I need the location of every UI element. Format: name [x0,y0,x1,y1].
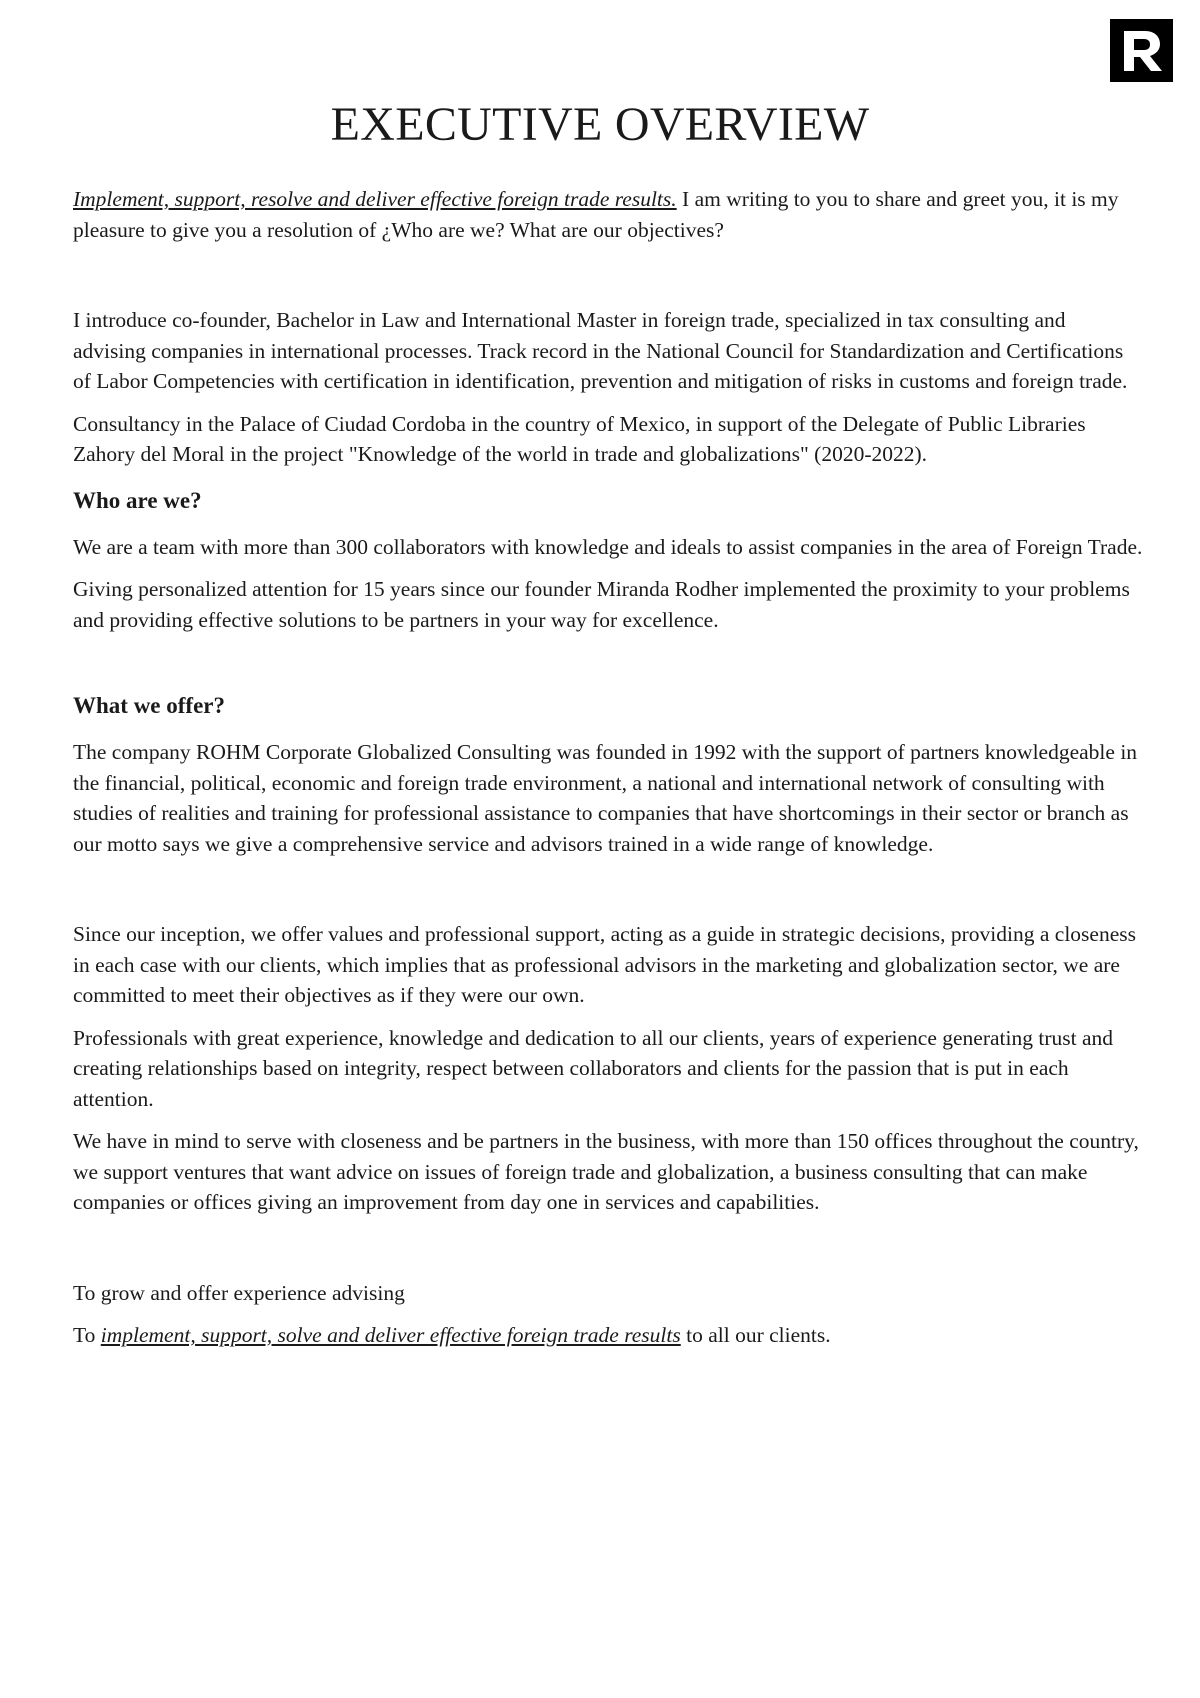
intro-tagline: Implement, support, resolve and deliver effective foreign trade results. [73,187,677,211]
what-we-offer-heading: What we offer? [73,693,226,718]
intro-paragraph [73,184,1143,245]
closing-line: To grow and offer experience advising [73,1280,405,1305]
r-letter-logo-icon [1110,19,1173,82]
page-title: EXECUTIVE OVERVIEW [330,98,870,151]
who-are-we-paragraph: Giving personalized attention for 15 years since our founder Miranda Rodher implemented the proximity to your problems and providing effective solutions to be partners in your way for excellence. [73,577,1130,632]
cofounder-paragraph: I introduce co-founder, Bachelor in Law and International Master in foreign trade, specialized in tax consulting and advising companies in international processes. Track record in the National Council for Standardization and Certifications of Labor Competencies with certification in identification, prevention and mitigation of risks in customs and foreign trade. [73,308,1128,393]
closing-prefix: To [73,1323,101,1347]
document-body [73,184,1143,1351]
consultancy-paragraph: Consultancy in the Palace of Ciudad Cordoba in the country of Mexico, in support of the Delegate of Public Libraries Zahory del Moral in the project "Knowledge of the world in trade and globalizations" (2020-2022). [73,411,1086,466]
offer-paragraph: Professionals with great experience, knowledge and dedication to all our clients, years of experience generating trust and creating relationships based on integrity, respect between collaborators and clients for the passion that is put in each attention. [73,1025,1113,1111]
closing-suffix: to all our clients. [680,1323,831,1347]
who-are-we-paragraph: We are a team with more than 300 collaborators with knowledge and ideals to assist companies in the area of Foreign Trade. [73,534,1143,559]
offer-paragraph: Since our inception, we offer values and professional support, acting as a guide in strategic decisions, providing a closeness in each case with our clients, which implies that as professional advisors in the marketing and globalization sector, we are committed to meet their objectives as if they were our own. [73,922,1136,1007]
offer-paragraph: The company ROHM Corporate Globalized Consulting was founded in 1992 with the support of partners knowledgeable in the financial, political, economic and foreign trade environment, a national and international network of consulting with studies of realities and training for professional assistance to companies that have shortcomings in their sector or branch as our motto says we give a comprehensive service and advisors trained in a wide range of knowledge. [73,740,1138,856]
closing-tagline: implement, support, solve and deliver effective foreign trade results [100,1323,681,1347]
closing-line [73,1320,1143,1351]
who-are-we-heading: Who are we? [73,487,202,513]
offer-paragraph: We have in mind to serve with closeness and be partners in the business, with more than 150 offices throughout the country, we support ventures that want advice on issues of foreign trade and globalization, a business consulting that can make companies or offices giving an improvement from day one in services and capabilities. [73,1129,1139,1214]
intro-text: I am writing to you to share and greet you, it is my pleasure to give you a resolution of ¿Who are we? What are our objectives? [73,187,1119,242]
